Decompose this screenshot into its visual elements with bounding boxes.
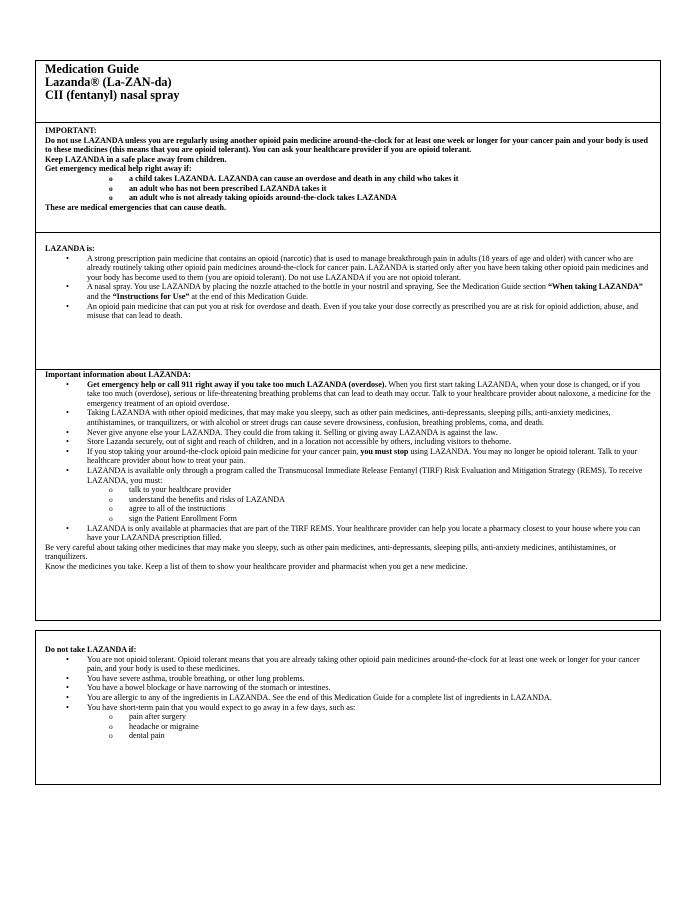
lazanda-is-heading: LAZANDA is: — [45, 244, 95, 253]
item-text-bold: Get emergency help or call 911 right away if you take too much LAZANDA (overdose). — [87, 379, 387, 389]
important-closing: These are medical emergencies that can cause death. — [45, 202, 227, 212]
list-item: • LAZANDA is only available at pharmacies that are part of the TIRF REMS. Your healthcare provider can help you locate a pharmacy closest to your house where you can have your LAZANDA prescription filled. — [45, 524, 651, 543]
lazanda-is-list — [45, 254, 651, 321]
list-item: • You have severe asthma, trouble breathing, or other lung problems. — [45, 674, 651, 684]
list-item: • You are not opioid tolerant. Opioid tolerant means that you are already taking other opioid pain medicines around-the-clock for at least one week or longer for your cancer pain, and your body is used to these medicines. — [45, 655, 651, 674]
info-para-careful: Be very careful about taking other medicines that may make you sleepy, such as other pain medicines, anti-depressants, sleeping pills, anti-anxiety medicines, antihistamines, or tranquilizers. — [45, 542, 617, 562]
important-para-emergency: Get emergency medical help right away if: — [45, 164, 192, 174]
item-text-bold: “Instructions for Use” — [112, 291, 190, 301]
item-text: When you first start taking LAZANDA, when your dose is changed, or if you take too much (overdose), serious or life-threatening breathing problems that can lead to death may occur. Talk to your healthcare provider about naloxone, a medicine for the emergency treatment of an opioid overdose. — [87, 379, 651, 408]
important-heading: IMPORTANT: — [45, 126, 97, 135]
info-heading: Important information about LAZANDA: — [45, 370, 191, 379]
drug-schedule: CII (fentanyl) nasal spray — [45, 88, 180, 102]
list-item: o pain after surgery — [45, 712, 651, 722]
item-text: using LAZANDA. You may no longer be opioid tolerant. Talk to your healthcare provider about how to treat your pain. — [87, 446, 638, 466]
item-text: A nasal spray. You use LAZANDA by placing the nozzle attached to the bottle in your nostril and spraying. See the Medication Guide section — [87, 282, 548, 292]
list-item — [45, 380, 651, 409]
list-item: • Store Lazanda securely, out of sight and reach of children, and in a location not accessible by others, including visitors to thehome. — [45, 437, 651, 447]
list-item: o talk to your healthcare provider — [45, 485, 651, 495]
item-text-bold: “When taking LAZANDA” — [547, 282, 643, 292]
donot-heading: Do not take LAZANDA if: — [45, 645, 137, 654]
list-item: o a child takes LAZANDA. LAZANDA can cause an overdose and death in any child who takes it — [45, 174, 651, 184]
important-para-opioid-tolerant: Do not use LAZANDA unless you are regularly using another opioid pain medicine around-the-clock for at least one week or longer for your cancer pain and your body is used to these medicines (this means that you are opioid tolerant). You can ask your healthcare provider if you are opioid tolerant. — [45, 135, 648, 155]
list-item: o understand the benefits and risks of LAZANDA — [45, 495, 651, 505]
list-item — [45, 447, 651, 466]
item-text-bold: you must stop — [360, 446, 409, 456]
list-item: o agree to all of the instructions — [45, 504, 651, 514]
emergency-list — [45, 174, 651, 203]
list-item: • A strong prescription pain medicine that contains an opioid (narcotic) that is used to manage breakthrough pain in adults (18 years of age and older) with cancer who are already routinely taking other opioid pain medicines around-the-clock for cancer pain. LAZANDA is started only after you have been taking other opioid pain medicines and your body has become used to them (you are opioid tolerant). Do not use LAZANDA if you are not opioid tolerant. — [45, 254, 651, 283]
list-item: • Taking LAZANDA with other opioid medicines, that may make you sleepy, such as other pain medicines, anti-depressants, sleeping pills, anti-anxiety medicines, antihistamines, or tranquilizers, or with alcohol or street drugs can cause severe drowsiness, confusion, breathing problems, coma, and death. — [45, 408, 651, 427]
short-term-pain-list — [45, 712, 651, 741]
lazanda-is-section — [35, 232, 661, 370]
info-para-know-medicines: Know the medicines you take. Keep a list of them to show your healthcare provider and pharmacist when you get a new medicine. — [45, 561, 468, 571]
info-list — [45, 380, 651, 486]
do-not-take-section — [35, 630, 661, 785]
info-list-continued — [45, 524, 651, 543]
list-item: • LAZANDA is available only through a program called the Transmucosal Immediate Release Fentanyl (TIRF) Risk Evaluation and Mitigation Strategy (REMS). To receive LAZANDA, you must: — [45, 466, 651, 485]
important-info-section — [35, 369, 661, 621]
list-item: • You have short-term pain that you would expect to go away in a few days, such as: — [45, 703, 651, 713]
list-item: • Never give anyone else your LAZANDA. They could die from taking it. Selling or giving away LAZANDA is against the law. — [45, 428, 651, 438]
item-text: at the end of this Medication Guide. — [189, 291, 309, 301]
important-section — [35, 122, 661, 232]
item-text: and the — [87, 291, 113, 301]
donot-list — [45, 655, 651, 713]
list-item: • You are allergic to any of the ingredients in LAZANDA. See the end of this Medication Guide for a complete list of ingredients in LAZANDA. — [45, 693, 651, 703]
important-para-keep-safe: Keep LAZANDA in a safe place away from children. — [45, 154, 227, 164]
list-item: o dental pain — [45, 731, 651, 741]
drug-name: Lazanda® (La-ZAN-da) — [45, 75, 172, 89]
list-item: o an adult who has not been prescribed LAZANDA takes it — [45, 184, 651, 194]
rems-requirements-list — [45, 485, 651, 523]
guide-title: Medication Guide — [45, 62, 139, 76]
item-text: If you stop taking your around-the-clock opioid pain medicine for your cancer pain, — [87, 446, 361, 456]
list-item: o sign the Patient Enrollment Form — [45, 514, 651, 524]
list-item: o headache or migraine — [45, 722, 651, 732]
header-section — [35, 60, 661, 122]
list-item: o an adult who is not already taking opioids around-the-clock takes LAZANDA — [45, 193, 651, 203]
list-item: • An opioid pain medicine that can put you at risk for overdose and death. Even if you take your dose correctly as prescribed you are at risk for opioid addiction, abuse, and misuse that can lead to death. — [45, 302, 651, 321]
list-item: • You have a bowel blockage or have narrowing of the stomach or intestines. — [45, 683, 651, 693]
list-item — [45, 282, 651, 301]
